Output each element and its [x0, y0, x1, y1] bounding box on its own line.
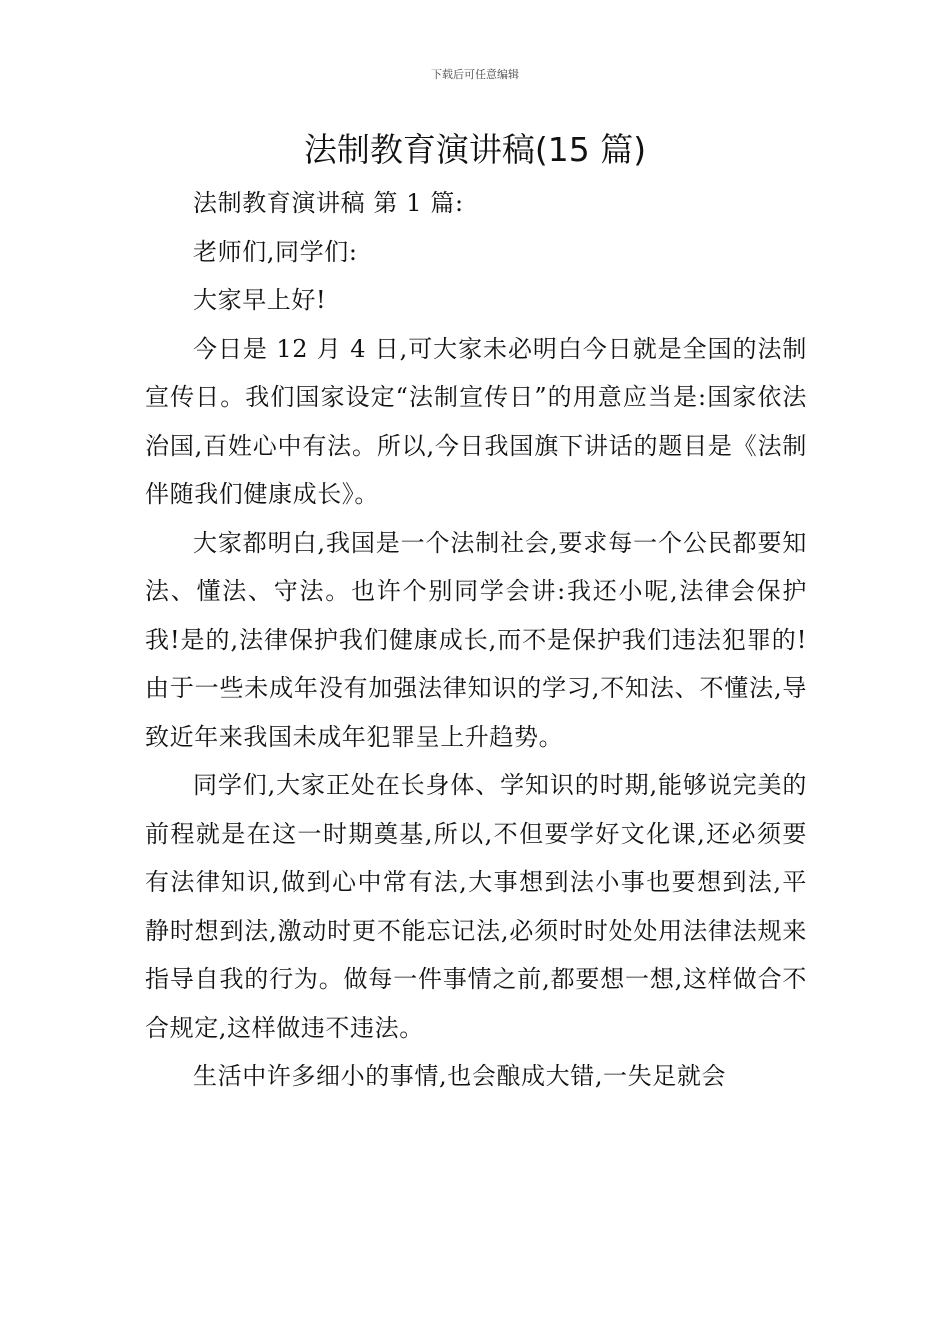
body-paragraph: 法制教育演讲稿 第 1 篇:	[193, 189, 464, 217]
body-paragraph: 大家都明白,我国是一个法制社会,要求每一个公民都要知法、懂法、守法。也许个别同学会讲:我还小呢,法律会保护我!是的,法律保护我们健康成长,而不是保护我们违法犯罪的!由于一些未成年没有加强法律知识的学习,不知法、不懂法,导致近年来我国未成年犯罪呈上升趋势。	[145, 528, 807, 751]
body-paragraph: 老师们,同学们:	[193, 237, 358, 266]
document-title: 法制教育演讲稿(15 篇)	[303, 130, 647, 169]
body-paragraph: 生活中许多细小的事情,也会酿成大错,一失足就会	[193, 1062, 727, 1090]
page-header-note: 下载后可任意编辑	[431, 68, 519, 81]
body-paragraph: 同学们,大家正处在长身体、学知识的时期,能够说完美的前程就是在这一时期奠基,所以,不但要学好文化课,还必须要有法律知识,做到心中常有法,大事想到法小事也要想到法,平静时想到法,激动时更不能忘记法,必须时时处处用法律法规来指导自我的行为。做每一件事情之前,都要想一想,这样做合不合规定,这样做违不违法。	[145, 771, 807, 1042]
body-paragraph: 大家早上好!	[193, 286, 327, 314]
body-paragraph: 今日是 12 月 4 日,可大家未必明白今日就是全国的法制宣传日。我们国家设定“法制宣传日”的用意应当是:国家依法治国,百姓心中有法。所以,今日我国旗下讲话的题目是《法制伴随我们健康成长》。	[145, 334, 807, 508]
document-body	[145, 179, 807, 1101]
